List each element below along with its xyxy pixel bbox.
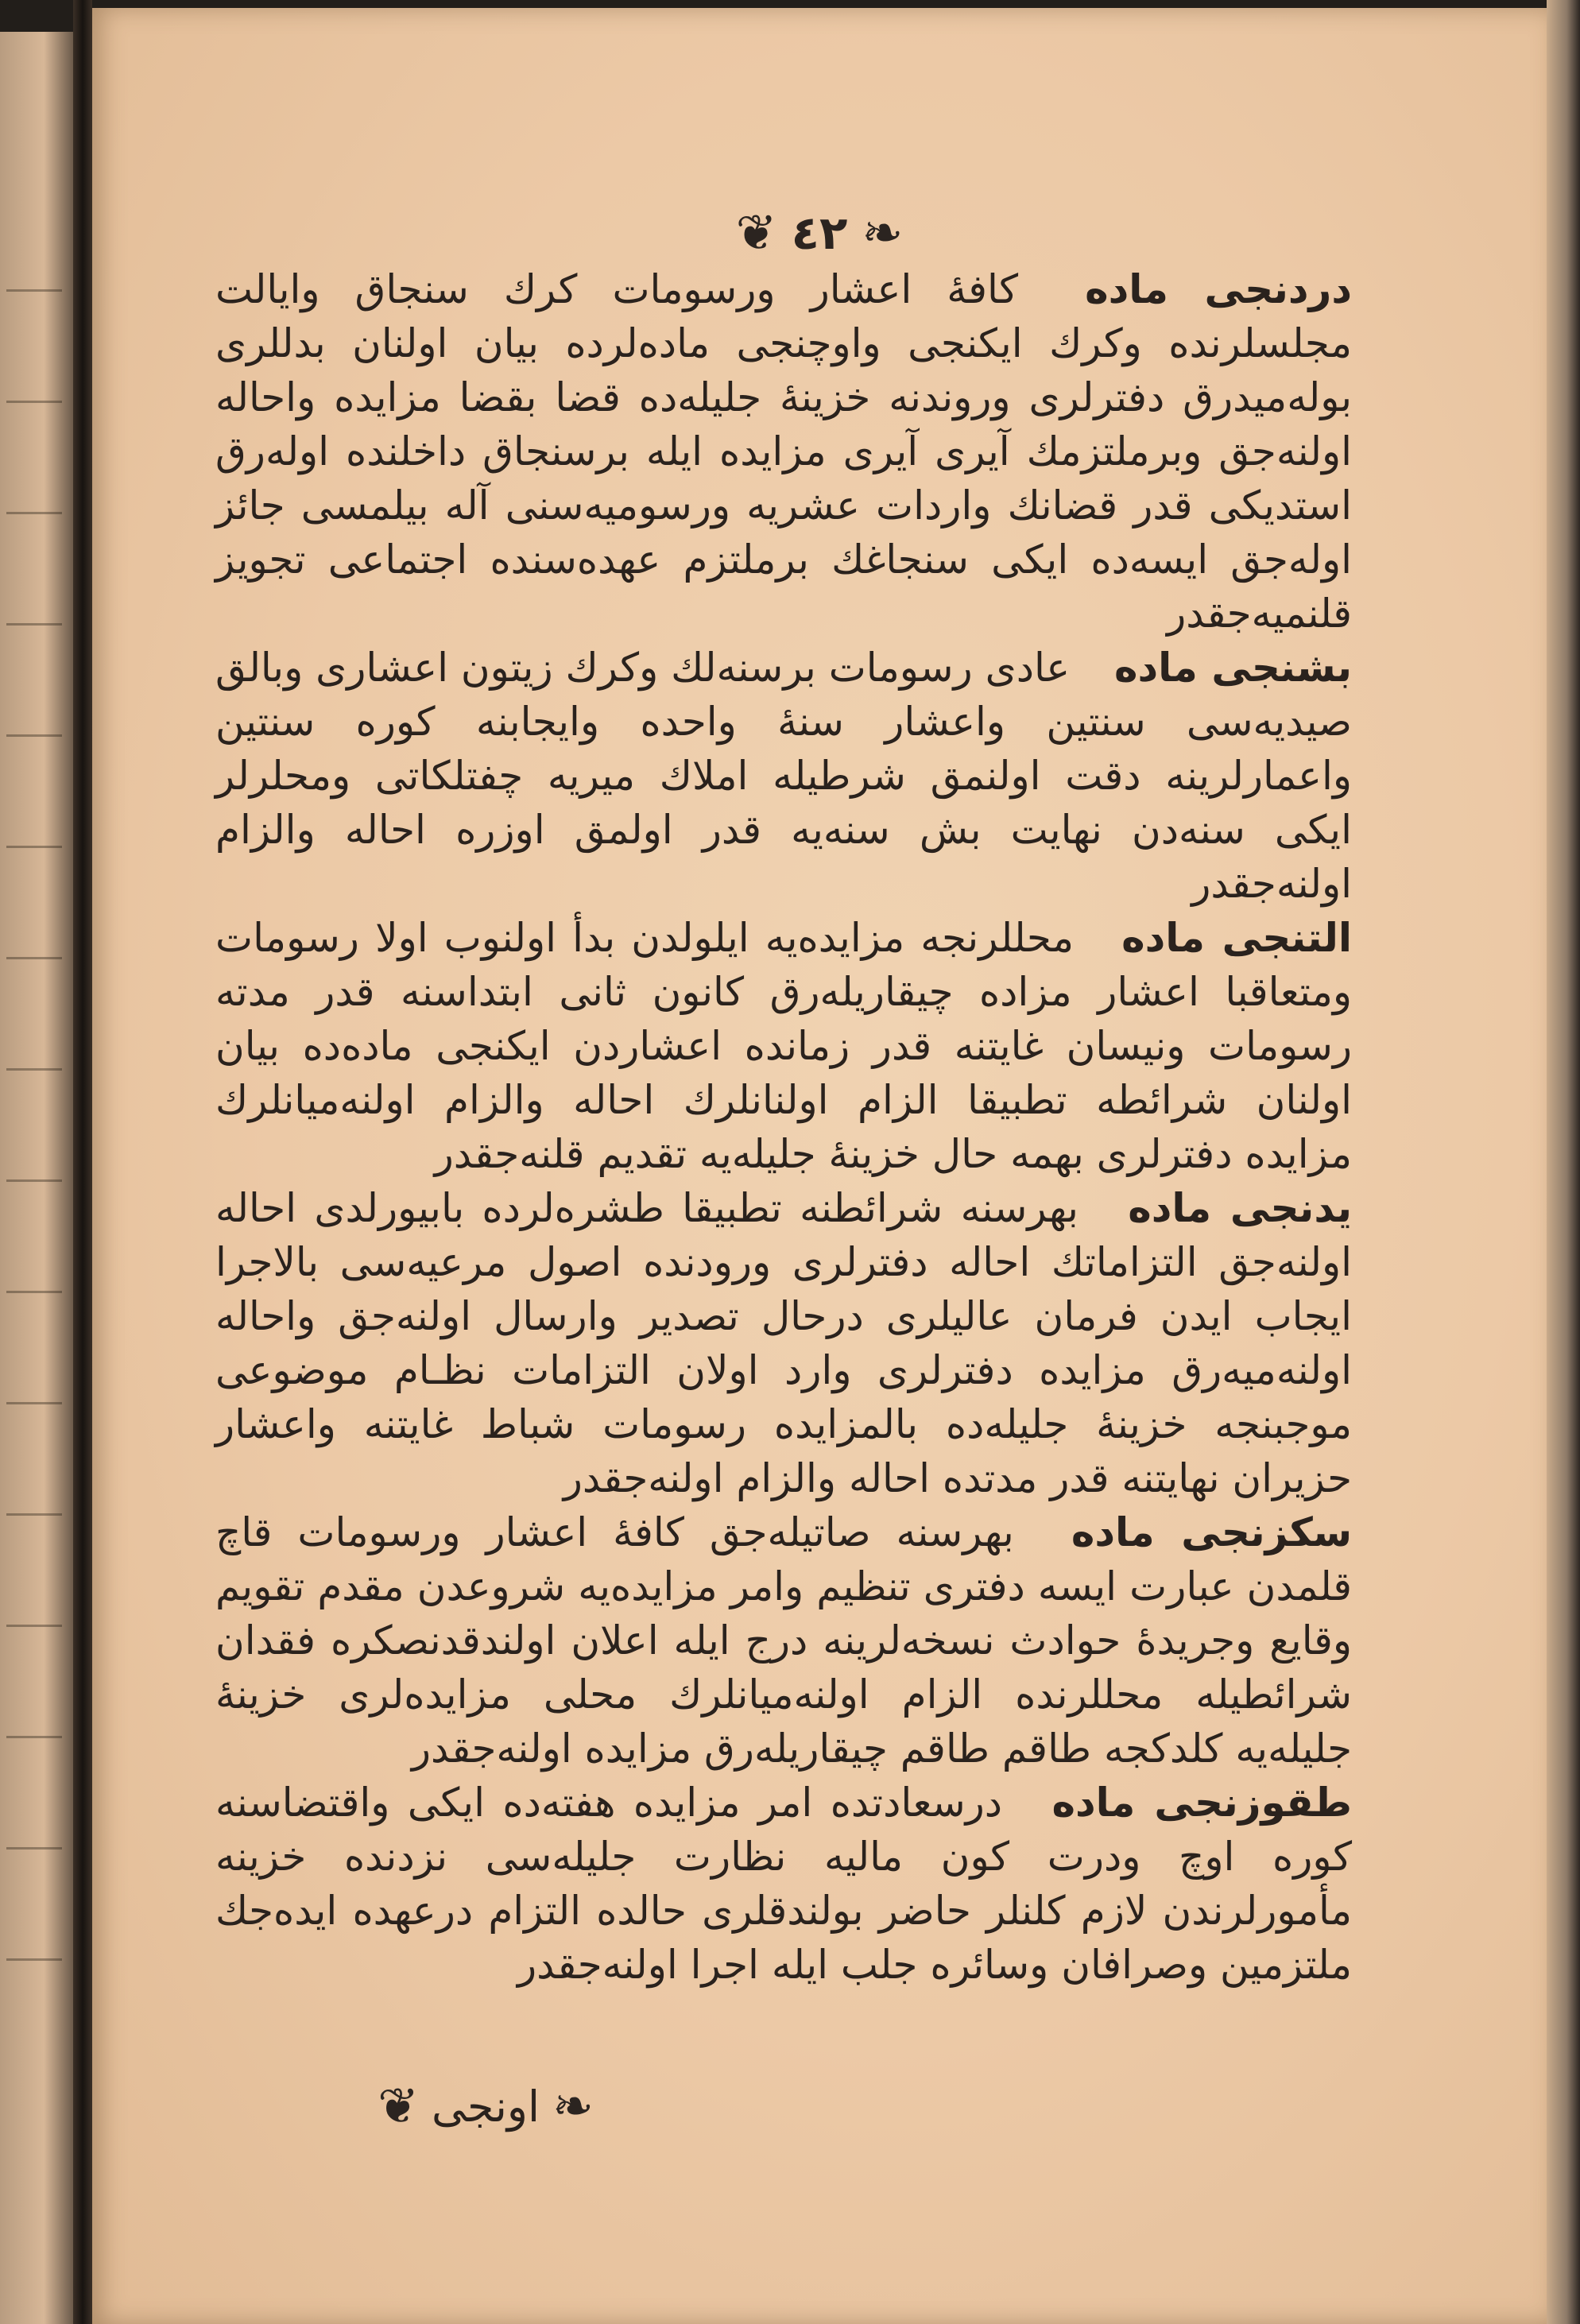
article-5 bbox=[215, 641, 1352, 911]
article-text: بهرسنه شرائطنه تطبيقا طشره‌لرده بابيورلدی احاله اولنه‌جق التزاماتك احاله دفترلری ورودنده اصول مرعيه‌سی بالاجرا ايجاب ايدن فرمان عاليلری درحال تصدير وارسال اولنه‌جق واحاله اولنه‌ميه‌رق مزايده دفترلری وارد اولان التزامات نظـام موضوعی موجبنجه خزينۀ جليله‌ده بالمزايده رسومات شباط غايتنه واعشار حزيران نهايتنه قدر مدتده احاله والزام اولنه‌جقدر bbox=[215, 1185, 1352, 1501]
page-number: ٤٢ bbox=[791, 206, 848, 260]
facing-page-fragment bbox=[6, 1701, 62, 1738]
facing-page-fragment bbox=[6, 1033, 62, 1071]
article-heading: سکزنجی ماده bbox=[1071, 1509, 1352, 1555]
ornament-right-icon: ❧ bbox=[552, 2077, 594, 2135]
facing-page-edge bbox=[0, 32, 73, 2324]
facing-page-fragment bbox=[6, 1590, 62, 1627]
catchword-text: اونجی bbox=[432, 2081, 540, 2132]
article-text: کافۀ اعشار ورسومات کرك سنجاق وايالت مجلسلرنده وکرك ايکنجی واوچنجی ماده‌لرده بيان اولنان بدللری بوله‌میدرق دفترلری وروندنه خزينۀ جليله‌ده قضا بقضا مزايده واحاله اولنه‌جق وبرملتزمك آيری آيری مزايده ايله برسنجاق داخلنده اوله‌رق استديکی قدر قضانك واردات عشريه ورسوميه‌سنی آله بيلمسی جائز اوله‌جق ايسه‌ده ايکی سنجاغك برملتزم عهده‌سنده اجتماعی تجويز قلنميه‌جقدر bbox=[215, 266, 1352, 637]
article-heading: طقوزنجی ماده bbox=[1051, 1780, 1352, 1826]
facing-page-fragment bbox=[6, 588, 62, 626]
book-page bbox=[92, 8, 1547, 2324]
facing-page-fragment bbox=[6, 366, 62, 403]
facing-page-fragment bbox=[6, 1145, 62, 1182]
article-heading: بشنجی ماده bbox=[1113, 645, 1352, 691]
ornament-left-icon: ❦ bbox=[378, 2077, 420, 2135]
facing-page-fragment bbox=[6, 922, 62, 959]
article-4 bbox=[215, 262, 1352, 641]
facing-page-fragment bbox=[6, 1923, 62, 1961]
ornament-right-icon: ❧ bbox=[862, 203, 904, 261]
article-text: محللرنجه مزايده‌يه ايلولدن بدأ اولنوب اولا رسومات ومتعاقبا اعشار مزاده چيقاريله‌رق کانون ثانی ابتداسنه قدر مدته رسومات ونيسان غايتنه قدر زمانده اعشاردن ايکنجی ماده‌ده بيان اولنان شرائطه تطبيقا الزام اولنانلرك احاله والزام اولنه‌ميانلرك مزايده دفترلری بهمه حال خزينۀ جليله‌يه تقديم قلنه‌جقدر bbox=[215, 915, 1352, 1177]
article-6 bbox=[215, 911, 1352, 1181]
facing-page-fragment bbox=[6, 811, 62, 848]
page-header bbox=[92, 197, 1547, 269]
facing-page-fragment bbox=[6, 1256, 62, 1293]
book-gutter bbox=[73, 0, 92, 2324]
facing-page-fragment bbox=[6, 1478, 62, 1516]
article-text: درسعادتده امر مزايده هفته‌ده ايکی واقتضاسنه کوره اوچ ودرت کون ماليه نظارت جليله‌سی نزدنده خزينه مأمورلرندن لازم کلنلر حاضر بولندقلری حالده التزام درعهده ايده‌جك ملتزمين وصرافان وسائره جلب ايله اجرا اولنه‌جقدر bbox=[215, 1780, 1352, 1988]
facing-page-fragment bbox=[6, 477, 62, 514]
facing-page-fragment bbox=[6, 254, 62, 292]
facing-page-fragment bbox=[6, 699, 62, 737]
article-text: عادی رسومات برسنه‌لك وکرك زيتون اعشاری وبالق صيديه‌سی سنتين واعشار سنۀ واحده وايجابنه کوره سنتين واعمارلرينه دقت اولنمق شرطيله املاك ميريه چفتلکاتی ومحلرلر ايکی سنه‌دن نهايت بش سنه‌يه قدر اولمق اوزره احاله والزام اولنه‌جقدر bbox=[215, 645, 1352, 907]
article-9 bbox=[215, 1776, 1352, 1992]
page-edge bbox=[1547, 0, 1580, 2324]
article-heading: دردنجی ماده bbox=[1085, 266, 1352, 312]
article-8 bbox=[215, 1505, 1352, 1776]
catchword bbox=[307, 2074, 664, 2138]
ornament-left-icon: ❦ bbox=[735, 203, 777, 261]
body-text bbox=[215, 262, 1352, 1992]
facing-page-fragment bbox=[6, 1812, 62, 1850]
facing-page-fragment bbox=[6, 1367, 62, 1404]
article-text: بهرسنه صاتيله‌جق کافۀ اعشار ورسومات قاچ قلمدن عبارت ايسه دفتری تنظيم وامر مزايده‌يه شروعدن مقدم تقويم وقايع وجريدۀ حوادث نسخه‌لرينه درج ايله اعلان اولندقدنصکره فقدان شرائطيله محللرنده الزام اولنه‌ميانلرك محلی مزايده‌لری خزينۀ جليله‌يه کلدکجه طاقم طاقم چيقاريله‌رق مزايده اولنه‌جقدر bbox=[215, 1509, 1352, 1772]
article-heading: التنجی ماده bbox=[1121, 915, 1352, 961]
article-heading: يدنجی ماده bbox=[1128, 1185, 1352, 1231]
article-7 bbox=[215, 1181, 1352, 1505]
